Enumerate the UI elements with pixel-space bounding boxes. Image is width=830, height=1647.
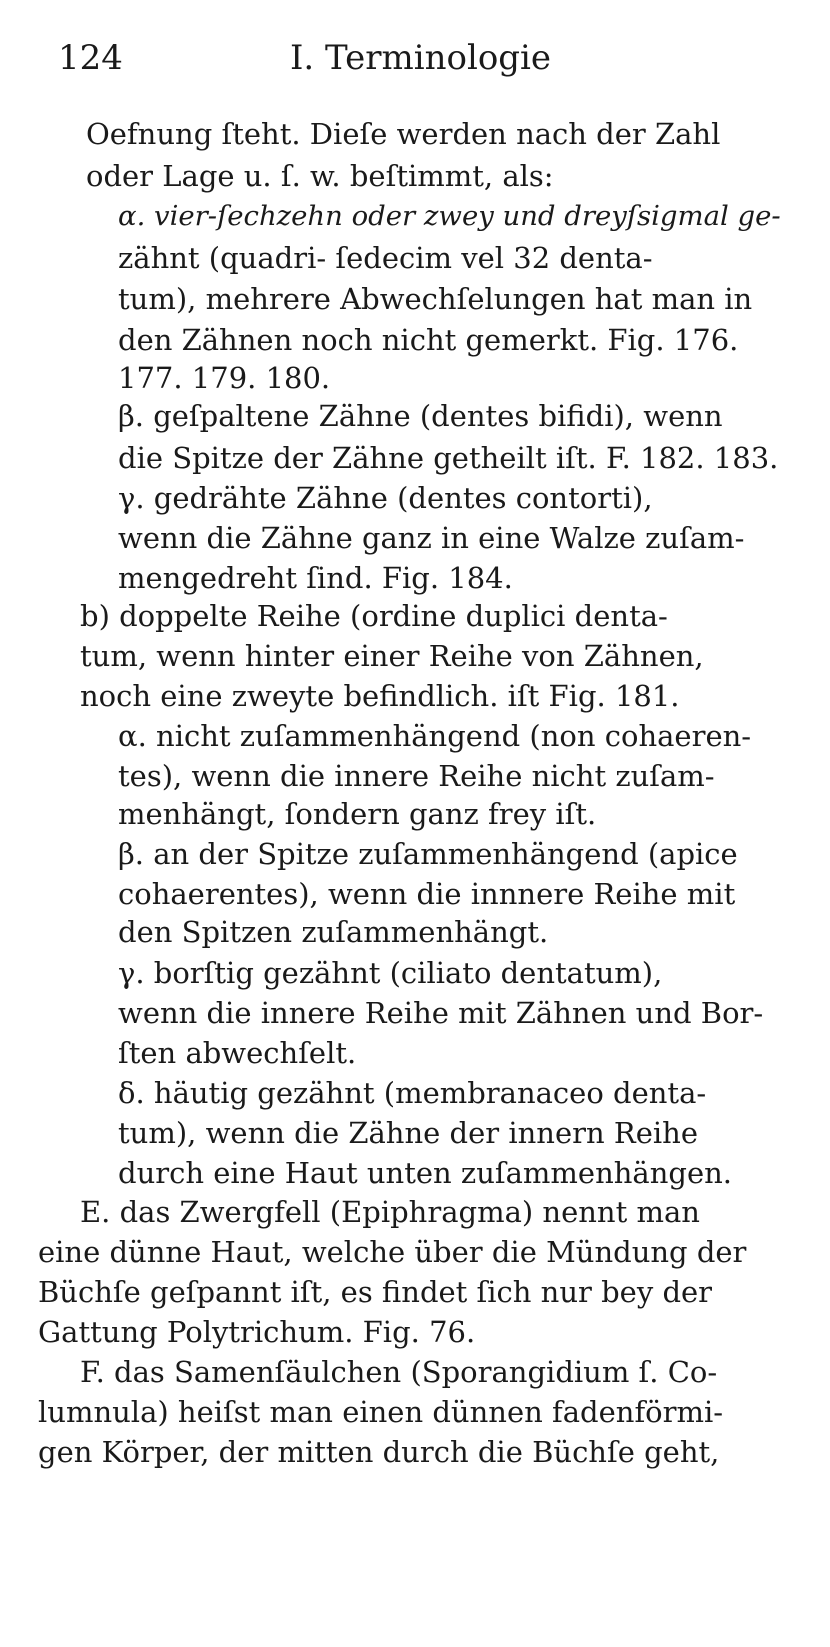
text-line: zähnt (quadri- ſedecim vel 32 denta- [118, 241, 653, 275]
text-line: β. an der Spitze zuſammenhängend (apice [118, 837, 738, 871]
text-line: b) doppelte Reihe (ordine duplici denta- [80, 599, 668, 633]
page-header [58, 38, 778, 88]
text-line: Büchſe geſpannt iſt, es findet ſich nur bey der [38, 1275, 713, 1309]
text-line: tes), wenn die innere Reihe nicht zuſam- [118, 759, 715, 793]
text-line: tum, wenn hinter einer Reihe von Zähnen, [80, 639, 704, 673]
text-line: 177. 179. 180. [118, 361, 331, 395]
text-line: ſten abwechſelt. [118, 1036, 357, 1070]
text-line: Gattung Polytrichum. Fig. 76. [38, 1315, 476, 1349]
text-line: den Zähnen noch nicht gemerkt. Fig. 176. [118, 323, 739, 357]
text-line: cohaerentes), wenn die innnere Reihe mit [118, 877, 736, 911]
text-line: menhängt, ſondern ganz frey iſt. [118, 797, 597, 831]
text-line: lumnula) heiſst man einen dünnen fadenförmi- [38, 1395, 724, 1429]
text-line: tum), wenn die Zähne der innern Reihe [118, 1116, 698, 1150]
text-line: eine dünne Haut, welche über die Mündung der [38, 1235, 747, 1269]
text-line: β. geſpaltene Zähne (dentes bifidi), wenn [118, 399, 723, 433]
text-line: F. das Samenſäulchen (Sporangidium ſ. Co- [80, 1355, 718, 1389]
page-number: 124 [58, 38, 123, 78]
text-line: α. nicht zuſammenhängend (non cohaeren- [118, 719, 752, 753]
text-line: oder Lage u. ſ. w. beſtimmt, als: [86, 159, 554, 193]
text-line: γ. gedrähte Zähne (dentes contorti), [118, 481, 653, 515]
running-title: I. Terminologie [290, 38, 552, 78]
text-line: gen Körper, der mitten durch die Büchſe geht, [38, 1435, 720, 1469]
text-line: wenn die innere Reihe mit Zähnen und Bor- [118, 996, 764, 1030]
text-line: die Spitze der Zähne getheilt iſt. F. 182. 183. [118, 441, 779, 475]
text-line: den Spitzen zuſammenhängt. [118, 915, 549, 949]
text-line: noch eine zweyte befindlich. iſt Fig. 181. [80, 679, 680, 713]
text-line: γ. borſtig gezähnt (ciliato dentatum), [118, 956, 663, 990]
text-line: durch eine Haut unten zuſammenhängen. [118, 1156, 733, 1190]
text-line: E. das Zwergfell (Epiphragma) nennt man [80, 1195, 700, 1229]
text-line: wenn die Zähne ganz in eine Walze zuſam- [118, 521, 745, 555]
text-line: mengedreht ſind. Fig. 184. [118, 561, 513, 595]
text-line: α. vier-ſechzehn oder zwey und dreyſsigmal ge- [118, 200, 781, 232]
text-line: δ. häutig gezähnt (membranaceo denta- [118, 1076, 707, 1110]
text-line: tum), mehrere Abwechſelungen hat man in [118, 282, 753, 316]
text-line: Oefnung ſteht. Dieſe werden nach der Zahl [86, 117, 721, 151]
